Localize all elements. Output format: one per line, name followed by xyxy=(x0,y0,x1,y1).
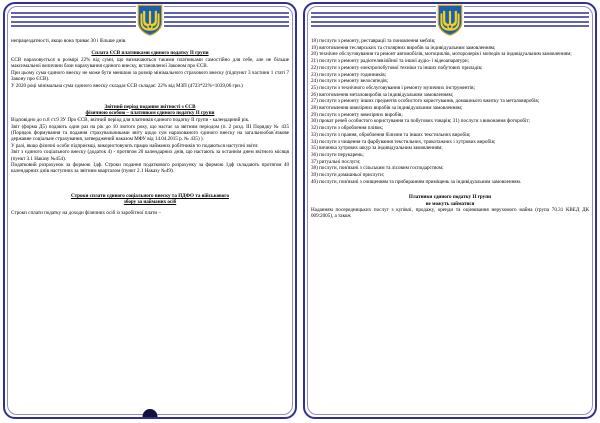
section-reporting-header xyxy=(11,104,289,117)
list-item: 28) виготовлення ювелірних виробів за індивідуальним замовленням; xyxy=(311,105,463,112)
left-page-content xyxy=(11,38,289,217)
section-reporting-heading-line1: Звітний період подання звітності з ЄСВ xyxy=(104,103,196,110)
right-page-emblem-header xyxy=(311,3,589,37)
section-einsurance-p3: У 2020 році мінімальна сума єдиного внеску складає ЄСВ складає: 22% від МЗП (4723*22%=1039,06 грн.) xyxy=(11,82,243,89)
section-reporting-heading-line2: фізичною особою – платником єдиного податку ІІ групи xyxy=(85,109,215,116)
section-reporting-p5: Податковий розрахунок за формою 1дф. Строки подання податкового розрахунку за формою 1дф складають протягом 40 календарних днів наступних за звітним кварталом (пункт 2.1 Наказу №49). xyxy=(11,162,289,175)
section-payment-terms-p1: Строки сплати податку на доходи фізичних осіб із заробітної плати – xyxy=(11,210,161,217)
decorative-bottom-dot xyxy=(143,409,158,419)
list-item: 32) послуги з оброблення плівок; xyxy=(311,125,384,132)
left-page xyxy=(3,2,297,419)
list-item: 25) послуги з технічного обслуговування і ремонту музичних інструментів; xyxy=(311,84,475,91)
closing-paragraph: Наданням посередницьких послуг з купівлі, продажу, оренди та оцінювання нерухомого майна (група 70.31 КВЕД ДК 009:2005), а також xyxy=(311,206,589,220)
section-einsurance-p1: ЄСВ нараховується в розмірі 22% від суми, що визначаються такими платниками самостійно для себе, але не більше максимальної величини бази нарахування єдиного внеску, встановленої Законом про ЄСВ. xyxy=(11,57,289,70)
section-payment-terms-heading-line1: Строки сплати єдиного соціального внеску та ПДФО та військового xyxy=(70,193,229,200)
list-item: 24) послуги з ремонту велосипедів; xyxy=(311,78,389,85)
section-payment-terms-heading-line2: збору за найманих осіб xyxy=(123,199,177,206)
list-item: 27) послуги з ремонту інших предметів особистого користування, домашнього вжитку та металовиробів; xyxy=(311,98,540,105)
list-item: 21) послуги з ремонту радіотелевізійної та іншої аудіо- і відеоапаратури; xyxy=(311,58,470,65)
section-payment-terms-header xyxy=(11,193,289,206)
spacer xyxy=(11,90,289,99)
ukraine-trident-coat-of-arms-icon xyxy=(436,3,464,37)
list-item: 18) послуги з ремонту, реставрації та поновлення меблів; xyxy=(311,38,436,44)
ukraine-trident-coat-of-arms-icon xyxy=(136,3,164,37)
section-reporting-p1: Відповідно до п.8 ст.9 ЗУ Про ЄСВ, звітний період для платників єдиного податку ІІ групи - календарний рік. xyxy=(11,116,250,123)
list-item: 35) вичинка хутрових шкур за індивідуальним замовленням; xyxy=(311,145,443,152)
section-reporting-p3: У разі, якщо фізичні особи підприємці, використовують працю найманих робітників то подаються наступні звіти: xyxy=(11,142,259,149)
list-item: 23) послуги з ремонту годинників; xyxy=(311,71,387,78)
list-item: 36) послуги перукарень; xyxy=(311,151,364,158)
list-item: 37) ритуальні послуги; xyxy=(311,158,361,165)
list-item: 22) послуги з ремонту електропобутової техніки та інших побутових приладів; xyxy=(311,64,483,71)
section-reporting-p4: Звіт з єдиного соціального внеску (додаток 4) - протягом 20 календарних днів, що настають за останнім днем звітного місяця (пункт 3.1 Наказу №454). xyxy=(11,149,289,162)
list-item: 34) послуги з чищення та фарбування текстильних, трикотажних і хутрових виробів; xyxy=(311,138,496,145)
closing-heading-line2: не можуть займатися xyxy=(425,200,475,207)
section-reporting-p2: Звіт (форма Д5) подають один раз на рік до 10 лютого року, що настає за звітним періодом (п. 2 розд. ІІІ Порядку № 435 (Порядок формування та подання страхувальниками звіту щодо сум нарахованого єдиного внеску на загальнообов`язкове державне соціальне страхування, затверджений наказом МФУ від 14.04.2015 р. № 435) ). xyxy=(11,123,289,142)
list-item: 38) послуги, пов'язані з сільським та лісовим господарством; xyxy=(311,165,444,172)
left-page-emblem-header xyxy=(11,3,289,37)
right-page-content xyxy=(311,38,589,219)
spacer xyxy=(311,185,589,194)
section-einsurance-heading: Сплата ЄСВ платниками єдиного податку ІІ групи xyxy=(91,50,209,57)
list-item: 40) послуги, пов'язані з очищенням та прибиранням приміщень за індивідуальним замовленням. xyxy=(311,178,522,185)
list-item: 19) виготовлення теслярських та столярних виробів за індивідуальним замовленням; xyxy=(311,44,496,51)
closing-heading-line1: Платники єдиного податку ІІ групи xyxy=(408,194,492,201)
section-einsurance-header xyxy=(11,50,289,56)
section-einsurance-p2: При цьому сума єдиного внеску не може бути меншою за розмір мінімального страхового внеску (підпункт 3 частини 1 статі 7 Закону про ЄСВ). xyxy=(11,69,289,83)
list-item: 26) виготовлення металовиробів за індивідуальним замовленням; xyxy=(311,91,454,98)
list-item: 30) прокат речей особистого користування та побутових товарів; 31) послуги з виконання фоторобіт; xyxy=(311,118,531,125)
list-item: 39) послуги домашньої прислуги; xyxy=(311,172,385,179)
left-top-paragraph: непрацездатності, якщо вона триває 30 і більше днів. xyxy=(11,38,127,44)
right-page xyxy=(303,2,597,419)
list-item: 33) послуги з прання, оброблення білизни та інших текстильних виробів; xyxy=(311,131,471,138)
list-item: 29) послуги з ремонту ювелірних виробів; xyxy=(311,111,403,118)
spacer xyxy=(11,175,289,188)
list-item: 20) технічне обслуговування та ремонт автомобілів, мотоциклів, моторолерів і мопедів за індивідуальним замовленням; xyxy=(311,51,572,58)
